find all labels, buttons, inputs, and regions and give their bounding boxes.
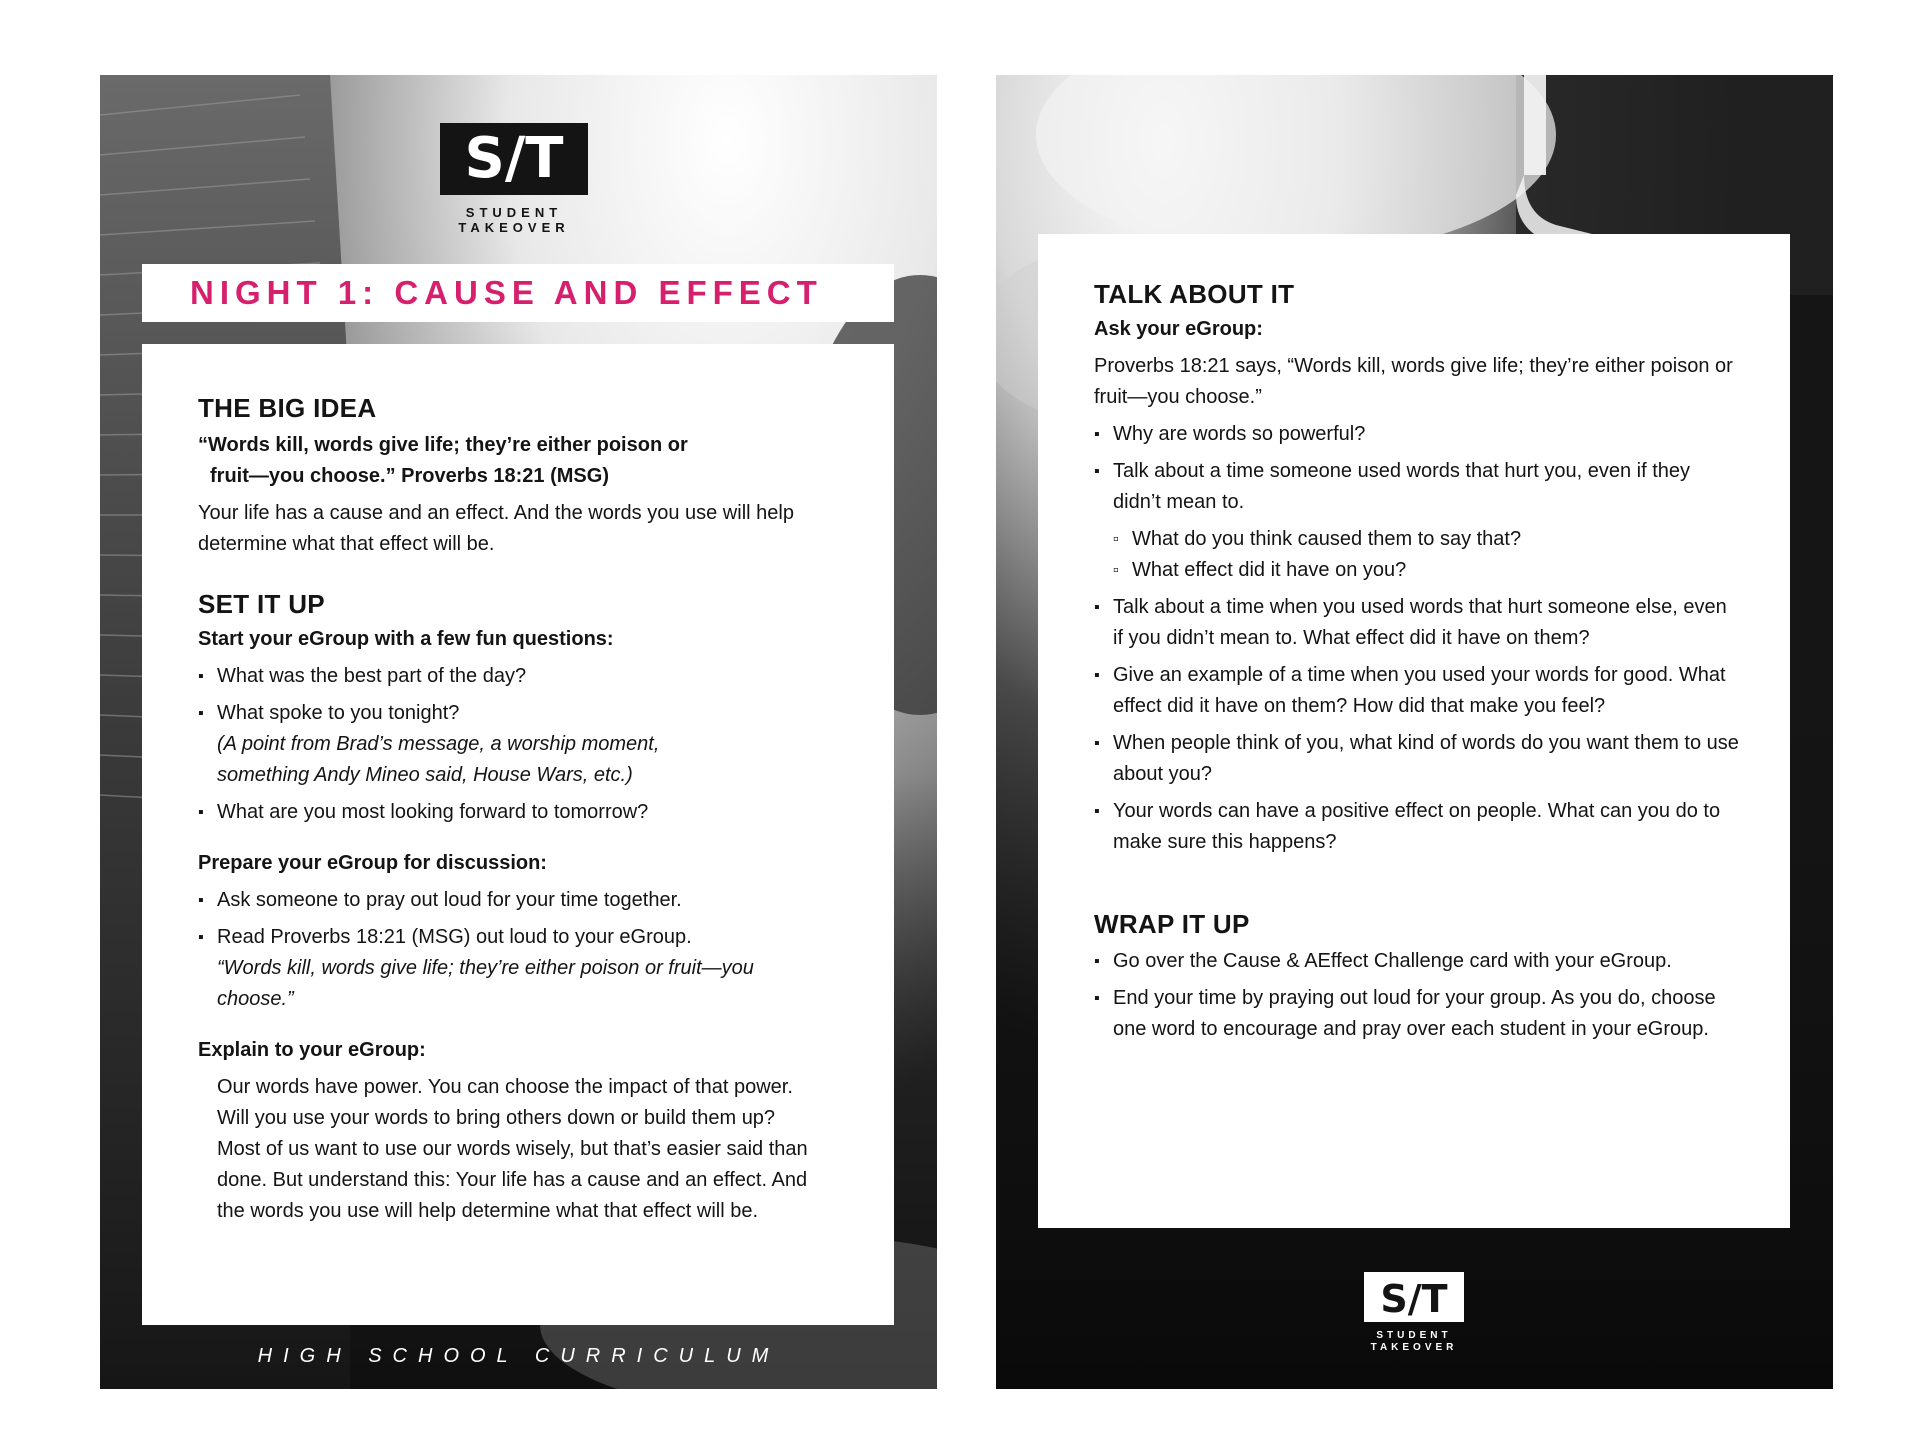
logo-mark: S/T xyxy=(1364,1272,1464,1322)
list-item: ▪ Ask someone to pray out loud for your time together. xyxy=(198,885,838,916)
left-content-panel xyxy=(142,344,894,1325)
sub-list-item: ▫ What effect did it have on you? xyxy=(1094,555,1734,586)
prepare-text: Read Proverbs 18:21 (MSG) out loud to your eGroup. xyxy=(217,926,692,948)
question-text: What spoke to you tonight? xyxy=(217,702,460,724)
list-item: ▪ Go over the Cause & AEffect Challenge card with your eGroup. xyxy=(1094,946,1673,977)
big-idea-quote-line-2: fruit—you choose.” Proverbs 18:21 (MSG) xyxy=(210,465,609,487)
list-item: ▪ Why are words so powerful? xyxy=(1094,419,1734,450)
list-item: ▪ What are you most looking forward to tomorrow? xyxy=(198,797,838,828)
right-logo xyxy=(1364,1272,1464,1354)
left-logo xyxy=(440,123,588,235)
list-item: ▪ Give an example of a time when you used your words for good. What effect did it have on them? How did that make you feel? xyxy=(1094,660,1733,722)
wrap-list xyxy=(1094,946,1734,1045)
right-content-panel xyxy=(1038,234,1790,1228)
talk-about-it-heading: TALK ABOUT IT xyxy=(1094,279,1295,309)
list-item: ▪ What was the best part of the day? xyxy=(198,661,838,692)
question-note: (A point from Brad’s message, a worship moment, something Andy Mineo said, House Wars, etc.) xyxy=(217,733,660,786)
big-idea-quote-line-1: “Words kill, words give life; they’re either poison or xyxy=(198,434,688,456)
list-item: ▪ When people think of you, what kind of words do you want them to use about you? xyxy=(1094,728,1743,790)
sub-list-item: ▫ What do you think caused them to say that? xyxy=(1094,524,1734,555)
ask-label: Ask your eGroup: xyxy=(1094,318,1263,340)
talk-intro: Proverbs 18:21 says, “Words kill, words give life; they’re either poison or fruit—you choose.” xyxy=(1094,355,1733,408)
logo-line-1: STUDENT xyxy=(1376,1330,1452,1341)
wrap-it-up-heading: WRAP IT UP xyxy=(1094,909,1250,939)
set-it-up-heading: SET IT UP xyxy=(198,589,325,619)
big-idea-heading: THE BIG IDEA xyxy=(198,393,377,423)
prepare-list xyxy=(198,885,838,1015)
big-idea-body: Your life has a cause and an effect. And the words you use will help determine what that effect will be. xyxy=(198,502,794,555)
left-card xyxy=(100,75,937,1389)
list-item xyxy=(198,698,838,791)
set-it-up-intro: Start your eGroup with a few fun questions: xyxy=(198,628,614,650)
explain-body: Our words have power. You can choose the impact of that power. Will you use your words to bring others down or build them up? Most of us want to use our words wisely, but that’s easier said than done. But understand this: Your life has a cause and an effect. And the words you use will help determine what that effect will be. xyxy=(217,1076,808,1222)
explain-label: Explain to your eGroup: xyxy=(198,1039,426,1061)
fun-questions-list xyxy=(198,661,838,828)
list-item: ▪ End your time by praying out loud for your group. As you do, choose one word to encourage and pray over each student in your eGroup. xyxy=(1094,983,1733,1045)
list-item: ▪ Talk about a time someone used words that hurt you, even if they didn’t mean to. xyxy=(1094,456,1733,518)
talk-list xyxy=(1094,419,1739,858)
logo-mark: S/T xyxy=(440,123,588,195)
prepare-label: Prepare your eGroup for discussion: xyxy=(198,852,547,874)
list-item: ▪ Talk about a time when you used words that hurt someone else, even if you didn’t mean to. What effect did it have on them? xyxy=(1094,592,1733,654)
logo-line-2: TAKEOVER xyxy=(1370,1342,1458,1353)
list-item: ▪ Your words can have a positive effect on people. What can you do to make sure this happens? xyxy=(1094,796,1743,858)
list-item xyxy=(198,922,838,1015)
prepare-quote: “Words kill, words give life; they’re either poison or fruit—you choose.” xyxy=(217,957,754,1010)
curriculum-footer: HIGH SCHOOL CURRICULUM xyxy=(257,1345,780,1367)
logo-line-2: TAKEOVER xyxy=(458,220,570,235)
page-title: NIGHT 1: CAUSE AND EFFECT xyxy=(190,274,823,311)
title-bar xyxy=(142,264,894,322)
logo-line-1: STUDENT xyxy=(465,205,563,220)
right-card xyxy=(996,75,1833,1389)
